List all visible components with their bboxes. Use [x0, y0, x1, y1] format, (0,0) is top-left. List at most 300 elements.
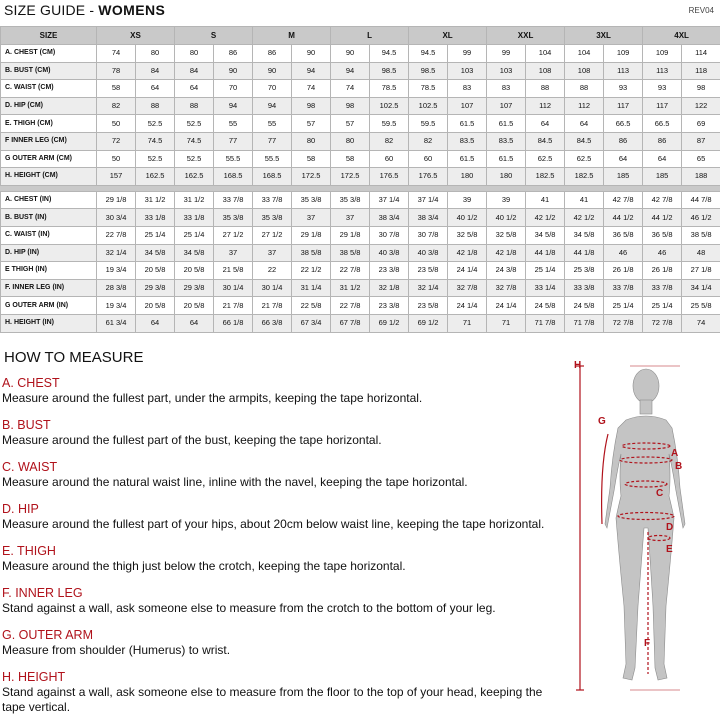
measurement-cell: 25 1/4: [643, 297, 682, 315]
measurement-cell: 38 3/4: [409, 209, 448, 227]
step-height: [2, 670, 562, 712]
measurement-cell: 22 7/8: [331, 297, 370, 315]
measurement-cell: 67 7/8: [331, 314, 370, 332]
measurement-cell: 33 7/8: [214, 191, 253, 209]
measurement-cell: 104: [565, 45, 604, 63]
measurement-cell: 23 3/8: [370, 297, 409, 315]
measurement-cell: 30 1/4: [253, 279, 292, 297]
measurement-cell: 78: [97, 62, 136, 80]
measurement-cell: 108: [565, 62, 604, 80]
measurement-cell: 94: [214, 97, 253, 115]
measurement-cell: 64: [175, 80, 214, 98]
measurement-cell: 40 1/2: [487, 209, 526, 227]
measurement-cell: 98: [682, 80, 720, 98]
measurement-cell: 64: [604, 150, 643, 168]
measurement-cell: 180: [487, 168, 526, 186]
measurement-cell: 69: [682, 115, 720, 133]
measurement-cell: 55: [253, 115, 292, 133]
subtitle-text: WOMENS: [98, 2, 165, 18]
measurement-cell: 39: [448, 191, 487, 209]
measurement-cell: 78.5: [370, 80, 409, 98]
measurement-cell: 83: [487, 80, 526, 98]
measurement-cell: 44 1/8: [565, 244, 604, 262]
step-title: C. WAIST: [2, 460, 562, 475]
measurement-cell: 32 5/8: [448, 226, 487, 244]
measurement-cell: 31 1/4: [292, 279, 331, 297]
measurement-cell: 29 1/8: [97, 191, 136, 209]
measurement-cell: 107: [487, 97, 526, 115]
size-column-header: 3XL: [565, 27, 643, 45]
size-column-header: XS: [97, 27, 175, 45]
measurement-cell: 74: [292, 80, 331, 98]
measurement-cell: 33 7/8: [643, 279, 682, 297]
row-label: C. WAIST (IN): [1, 226, 97, 244]
measurement-cell: 52.5: [136, 150, 175, 168]
table-row: [1, 191, 720, 209]
measurement-cell: 52.5: [136, 115, 175, 133]
measurement-cell: 29 3/8: [136, 279, 175, 297]
measurement-cell: 117: [604, 97, 643, 115]
measurement-cell: 25 5/8: [682, 297, 720, 315]
measurement-cell: 40 1/2: [448, 209, 487, 227]
measurement-cell: 37: [253, 244, 292, 262]
table-row: [1, 314, 720, 332]
step-description: Measure around the fullest part, under the armpits, keeping the tape horizontal.: [2, 391, 562, 406]
measurement-cell: 24 5/8: [565, 297, 604, 315]
measurement-cell: 168.5: [214, 168, 253, 186]
measurement-cell: 37: [331, 209, 370, 227]
figure-label-a: A: [671, 448, 678, 459]
measurement-cell: 82: [97, 97, 136, 115]
measurement-cell: 46: [604, 244, 643, 262]
measurement-cell: 61.5: [448, 150, 487, 168]
size-column-header: S: [175, 27, 253, 45]
measurement-cell: 57: [292, 115, 331, 133]
row-label: H. HEIGHT (IN): [1, 314, 97, 332]
measurement-cell: 83: [448, 80, 487, 98]
measurement-cell: 168.5: [253, 168, 292, 186]
measurement-cell: 94.5: [370, 45, 409, 63]
step-title: G. OUTER ARM: [2, 628, 562, 643]
measurement-cell: 83.5: [448, 132, 487, 150]
measurement-cell: 34 5/8: [526, 226, 565, 244]
table-row: [1, 132, 720, 150]
measurement-cell: 19 3/4: [97, 297, 136, 315]
step-hip: [2, 502, 562, 544]
measurement-cell: 74.5: [175, 132, 214, 150]
measurement-cell: 60: [370, 150, 409, 168]
measurement-cell: 46 1/2: [682, 209, 720, 227]
measurement-cell: 86: [643, 132, 682, 150]
measurement-cell: 26 1/8: [604, 262, 643, 280]
measurement-cell: 34 5/8: [565, 226, 604, 244]
measurement-cell: 70: [253, 80, 292, 98]
table-row: [1, 244, 720, 262]
size-table: [0, 26, 720, 333]
figure-label-d: D: [666, 522, 673, 533]
measurement-cell: 32 1/8: [370, 279, 409, 297]
measurement-cell: 48: [682, 244, 720, 262]
measurement-cell: 33 3/8: [565, 279, 604, 297]
measurement-cell: 31 1/2: [331, 279, 370, 297]
measurement-cell: 90: [292, 45, 331, 63]
measurement-cell: 35 3/8: [331, 191, 370, 209]
measurement-cell: 172.5: [331, 168, 370, 186]
measurement-cell: 117: [643, 97, 682, 115]
measurement-cell: 64: [136, 80, 175, 98]
measurement-cell: 109: [604, 45, 643, 63]
step-description: Measure from shoulder (Humerus) to wrist.: [2, 643, 562, 658]
measurement-cell: 61.5: [487, 150, 526, 168]
measurement-cell: 94: [331, 62, 370, 80]
figure-label-h: H: [574, 360, 581, 371]
measurement-cell: 58: [331, 150, 370, 168]
measurement-cell: 88: [136, 97, 175, 115]
step-description: Stand against a wall, ask someone else to measure from the crotch to the bottom of your leg.: [2, 601, 562, 616]
measurement-cell: 90: [214, 62, 253, 80]
measurement-cell: 59.5: [370, 115, 409, 133]
measurement-cell: 88: [565, 80, 604, 98]
row-label: E. THIGH (CM): [1, 115, 97, 133]
figure-label-e: E: [666, 544, 673, 555]
measurement-cell: 172.5: [292, 168, 331, 186]
measurement-cell: 21 7/8: [214, 297, 253, 315]
measurement-cell: 86: [604, 132, 643, 150]
measurement-cell: 20 5/8: [136, 297, 175, 315]
row-label: D. HIP (CM): [1, 97, 97, 115]
measurement-cell: 42 1/2: [526, 209, 565, 227]
measurement-cell: 33 7/8: [253, 191, 292, 209]
measurement-cell: 93: [643, 80, 682, 98]
measurement-cell: 27 1/2: [214, 226, 253, 244]
measurement-cell: 19 3/4: [97, 262, 136, 280]
measurement-cell: 46: [643, 244, 682, 262]
measurement-cell: 22 5/8: [292, 297, 331, 315]
measurement-cell: 50: [97, 150, 136, 168]
measurement-cell: 99: [448, 45, 487, 63]
table-row: [1, 209, 720, 227]
step-title: D. HIP: [2, 502, 562, 517]
row-label: G OUTER ARM (CM): [1, 150, 97, 168]
measurement-cell: 94: [292, 62, 331, 80]
row-label: A. CHEST (CM): [1, 45, 97, 63]
measurement-cell: 80: [136, 45, 175, 63]
measurement-cell: 40 3/8: [409, 244, 448, 262]
measurement-cell: 22: [253, 262, 292, 280]
measurement-cell: 80: [292, 132, 331, 150]
measurement-cell: 28 3/8: [97, 279, 136, 297]
measurement-cell: 74: [331, 80, 370, 98]
measurement-cell: 72: [97, 132, 136, 150]
measurement-cell: 22 1/2: [292, 262, 331, 280]
measurement-cell: 162.5: [175, 168, 214, 186]
measurement-cell: 113: [604, 62, 643, 80]
step-description: Stand against a wall, ask someone else to measure from the floor to the top of your head, keeping the tape vertical.: [2, 685, 562, 715]
measurement-cell: 35 3/8: [214, 209, 253, 227]
row-label: H. HEIGHT (CM): [1, 168, 97, 186]
size-column-header: 4XL: [643, 27, 720, 45]
table-row: [1, 297, 720, 315]
table-row: [1, 279, 720, 297]
measurement-cell: 78.5: [409, 80, 448, 98]
measurement-cell: 84.5: [526, 132, 565, 150]
measurement-cell: 36 5/8: [604, 226, 643, 244]
measurement-cell: 71 7/8: [565, 314, 604, 332]
figure-label-c: C: [656, 488, 663, 499]
figure-label-g: G: [598, 416, 606, 427]
measurement-cell: 20 5/8: [175, 262, 214, 280]
measurement-cell: 65: [682, 150, 720, 168]
figure-label-b: B: [675, 461, 682, 472]
measurement-cell: 62.5: [565, 150, 604, 168]
measurement-cell: 107: [448, 97, 487, 115]
measurement-cell: 60: [409, 150, 448, 168]
step-description: Measure around the natural waist line, inline with the navel, keeping the tape horizontal.: [2, 475, 562, 490]
measurement-cell: 24 1/4: [448, 297, 487, 315]
measurement-cell: 66 1/8: [214, 314, 253, 332]
measurement-cell: 25 3/8: [565, 262, 604, 280]
measurement-cell: 112: [526, 97, 565, 115]
measurement-cell: 30 7/8: [370, 226, 409, 244]
measurement-cell: 90: [331, 45, 370, 63]
measurement-cell: 24 3/8: [487, 262, 526, 280]
measurement-cell: 42 1/8: [487, 244, 526, 262]
table-row: [1, 45, 720, 63]
row-label: B. BUST (CM): [1, 62, 97, 80]
measurement-cell: 182.5: [526, 168, 565, 186]
measurement-cell: 86: [214, 45, 253, 63]
measurement-cell: 64: [136, 314, 175, 332]
size-column-header: M: [253, 27, 331, 45]
measurement-cell: 37: [214, 244, 253, 262]
measurement-cell: 64: [526, 115, 565, 133]
measurement-cell: 64: [643, 150, 682, 168]
measurement-cell: 44 7/8: [682, 191, 720, 209]
measurement-cell: 162.5: [136, 168, 175, 186]
measurement-cell: 32 7/8: [487, 279, 526, 297]
measurement-cell: 21 5/8: [214, 262, 253, 280]
measurement-cell: 112: [565, 97, 604, 115]
measurement-cell: 24 1/4: [448, 262, 487, 280]
measurement-cell: 67 3/4: [292, 314, 331, 332]
measurement-cell: 118: [682, 62, 720, 80]
measurement-cell: 42 1/2: [565, 209, 604, 227]
measurement-cell: 34 1/4: [682, 279, 720, 297]
measurement-cell: 62.5: [526, 150, 565, 168]
step-inner-leg: [2, 586, 562, 628]
measurement-cell: 69 1/2: [370, 314, 409, 332]
measurement-cell: 38 5/8: [682, 226, 720, 244]
measurement-cell: 71: [487, 314, 526, 332]
measurement-cell: 32 5/8: [487, 226, 526, 244]
measurement-cell: 71 7/8: [526, 314, 565, 332]
size-column-header: XXL: [487, 27, 565, 45]
measurement-cell: 86: [253, 45, 292, 63]
measurement-cell: 25 1/4: [526, 262, 565, 280]
row-label: C. WAIST (CM): [1, 80, 97, 98]
measurement-cell: 103: [487, 62, 526, 80]
measurement-cell: 30 3/4: [97, 209, 136, 227]
revision-label: REV04: [689, 6, 714, 15]
measurement-cell: 64: [565, 115, 604, 133]
measurement-cell: 24 1/4: [487, 297, 526, 315]
measurement-cell: 61.5: [448, 115, 487, 133]
measurement-cell: 98.5: [409, 62, 448, 80]
measurement-cell: 38 5/8: [331, 244, 370, 262]
body-measurement-figure: [568, 356, 720, 701]
measurement-cell: 50: [97, 115, 136, 133]
measurement-cell: 23 5/8: [409, 262, 448, 280]
measurement-cell: 99: [487, 45, 526, 63]
measurement-cell: 94: [253, 97, 292, 115]
table-row: [1, 115, 720, 133]
measurement-cell: 58: [292, 150, 331, 168]
table-row: [1, 62, 720, 80]
step-title: F. INNER LEG: [2, 586, 562, 601]
measurement-cell: 176.5: [370, 168, 409, 186]
measurement-cell: 35 3/8: [253, 209, 292, 227]
measurement-cell: 77: [214, 132, 253, 150]
step-outer-arm: [2, 628, 562, 670]
measurement-cell: 64: [175, 314, 214, 332]
measurement-cell: 42 1/8: [448, 244, 487, 262]
measurement-cell: 80: [175, 45, 214, 63]
measurement-cell: 38 3/4: [370, 209, 409, 227]
measurement-cell: 188: [682, 168, 720, 186]
measurement-cell: 25 1/4: [604, 297, 643, 315]
measurement-cell: 66.5: [643, 115, 682, 133]
measurement-cell: 20 5/8: [136, 262, 175, 280]
measurement-cell: 55: [214, 115, 253, 133]
table-header-row: [1, 27, 720, 45]
row-label: E THIGH (IN): [1, 262, 97, 280]
how-to-measure-heading: HOW TO MEASURE: [4, 349, 143, 366]
measurement-cell: 102.5: [409, 97, 448, 115]
step-description: Measure around the thigh just below the crotch, keeping the tape horizontal.: [2, 559, 562, 574]
measurement-cell: 109: [643, 45, 682, 63]
measurement-cell: 80: [331, 132, 370, 150]
measurement-cell: 74: [682, 314, 720, 332]
table-row: [1, 168, 720, 186]
measurement-cell: 36 5/8: [643, 226, 682, 244]
measurement-cell: 29 3/8: [175, 279, 214, 297]
measurement-cell: 98: [292, 97, 331, 115]
measurement-cell: 88: [526, 80, 565, 98]
measurement-cell: 185: [604, 168, 643, 186]
measurement-cell: 52.5: [175, 150, 214, 168]
measurement-cell: 69 1/2: [409, 314, 448, 332]
table-row: [1, 226, 720, 244]
row-label: F INNER LEG (CM): [1, 132, 97, 150]
measurement-cell: 114: [682, 45, 720, 63]
measurement-cell: 71: [448, 314, 487, 332]
measurement-cell: 83.5: [487, 132, 526, 150]
measurement-cell: 58: [97, 80, 136, 98]
measurement-cell: 52.5: [175, 115, 214, 133]
measurement-cell: 33 1/8: [175, 209, 214, 227]
measurement-cell: 25 1/4: [136, 226, 175, 244]
measurement-cell: 61.5: [487, 115, 526, 133]
table-row: [1, 150, 720, 168]
measurement-cell: 82: [370, 132, 409, 150]
measurement-cell: 93: [604, 80, 643, 98]
measurement-cell: 74.5: [136, 132, 175, 150]
size-column-header: L: [331, 27, 409, 45]
measurement-cell: 27 1/2: [253, 226, 292, 244]
measurement-cell: 74: [97, 45, 136, 63]
table-row: [1, 97, 720, 115]
row-label: A. CHEST (IN): [1, 191, 97, 209]
figure-label-f: F: [644, 638, 650, 649]
step-bust: [2, 418, 562, 460]
measurement-cell: 37: [292, 209, 331, 227]
table-row: [1, 262, 720, 280]
measurement-cell: 40 3/8: [370, 244, 409, 262]
measurement-cell: 44 1/2: [643, 209, 682, 227]
measurement-cell: 88: [175, 97, 214, 115]
row-label: F. INNER LEG (IN): [1, 279, 97, 297]
measurement-cell: 32 1/4: [97, 244, 136, 262]
measurement-cell: 38 5/8: [292, 244, 331, 262]
title-text: SIZE GUIDE: [4, 2, 85, 18]
measurement-cell: 32 1/4: [409, 279, 448, 297]
measurement-cell: 20 5/8: [175, 297, 214, 315]
measurement-cell: 30 1/4: [214, 279, 253, 297]
measurement-cell: 87: [682, 132, 720, 150]
measurement-cell: 34 5/8: [175, 244, 214, 262]
measurement-cell: 122: [682, 97, 720, 115]
measurement-cell: 25 1/4: [175, 226, 214, 244]
measurement-cell: 104: [526, 45, 565, 63]
step-thigh: [2, 544, 562, 586]
measurement-cell: 39: [487, 191, 526, 209]
measurement-cell: 82: [409, 132, 448, 150]
measurement-cell: 33 1/4: [526, 279, 565, 297]
measurement-cell: 33 1/8: [136, 209, 175, 227]
measurement-cell: 98.5: [370, 62, 409, 80]
row-label: B. BUST (IN): [1, 209, 97, 227]
measurement-cell: 84.5: [565, 132, 604, 150]
measurement-cell: 61 3/4: [97, 314, 136, 332]
measurement-cell: 98: [331, 97, 370, 115]
measurement-cell: 59.5: [409, 115, 448, 133]
step-title: H. HEIGHT: [2, 670, 562, 685]
measurement-cell: 108: [526, 62, 565, 80]
measurement-cell: 33 7/8: [604, 279, 643, 297]
measurement-cell: 77: [253, 132, 292, 150]
measurement-cell: 44 1/8: [526, 244, 565, 262]
measurement-cell: 55.5: [214, 150, 253, 168]
measurement-cell: 21 7/8: [253, 297, 292, 315]
measurement-cell: 103: [448, 62, 487, 80]
measurement-cell: 72 7/8: [604, 314, 643, 332]
measurement-cell: 41: [565, 191, 604, 209]
measurement-cell: 23 5/8: [409, 297, 448, 315]
row-label: G OUTER ARM (IN): [1, 297, 97, 315]
size-header-cell: SIZE: [1, 27, 97, 45]
measurement-cell: 24 5/8: [526, 297, 565, 315]
measurement-cell: 42 7/8: [643, 191, 682, 209]
measurement-cell: 22 7/8: [97, 226, 136, 244]
measurement-cell: 84: [136, 62, 175, 80]
step-description: Measure around the fullest part of the bust, keeping the tape horizontal.: [2, 433, 562, 448]
measurement-cell: 90: [253, 62, 292, 80]
step-chest: [2, 376, 562, 418]
step-title: B. BUST: [2, 418, 562, 433]
measurement-cell: 42 7/8: [604, 191, 643, 209]
measurement-cell: 31 1/2: [136, 191, 175, 209]
measurement-cell: 30 7/8: [409, 226, 448, 244]
